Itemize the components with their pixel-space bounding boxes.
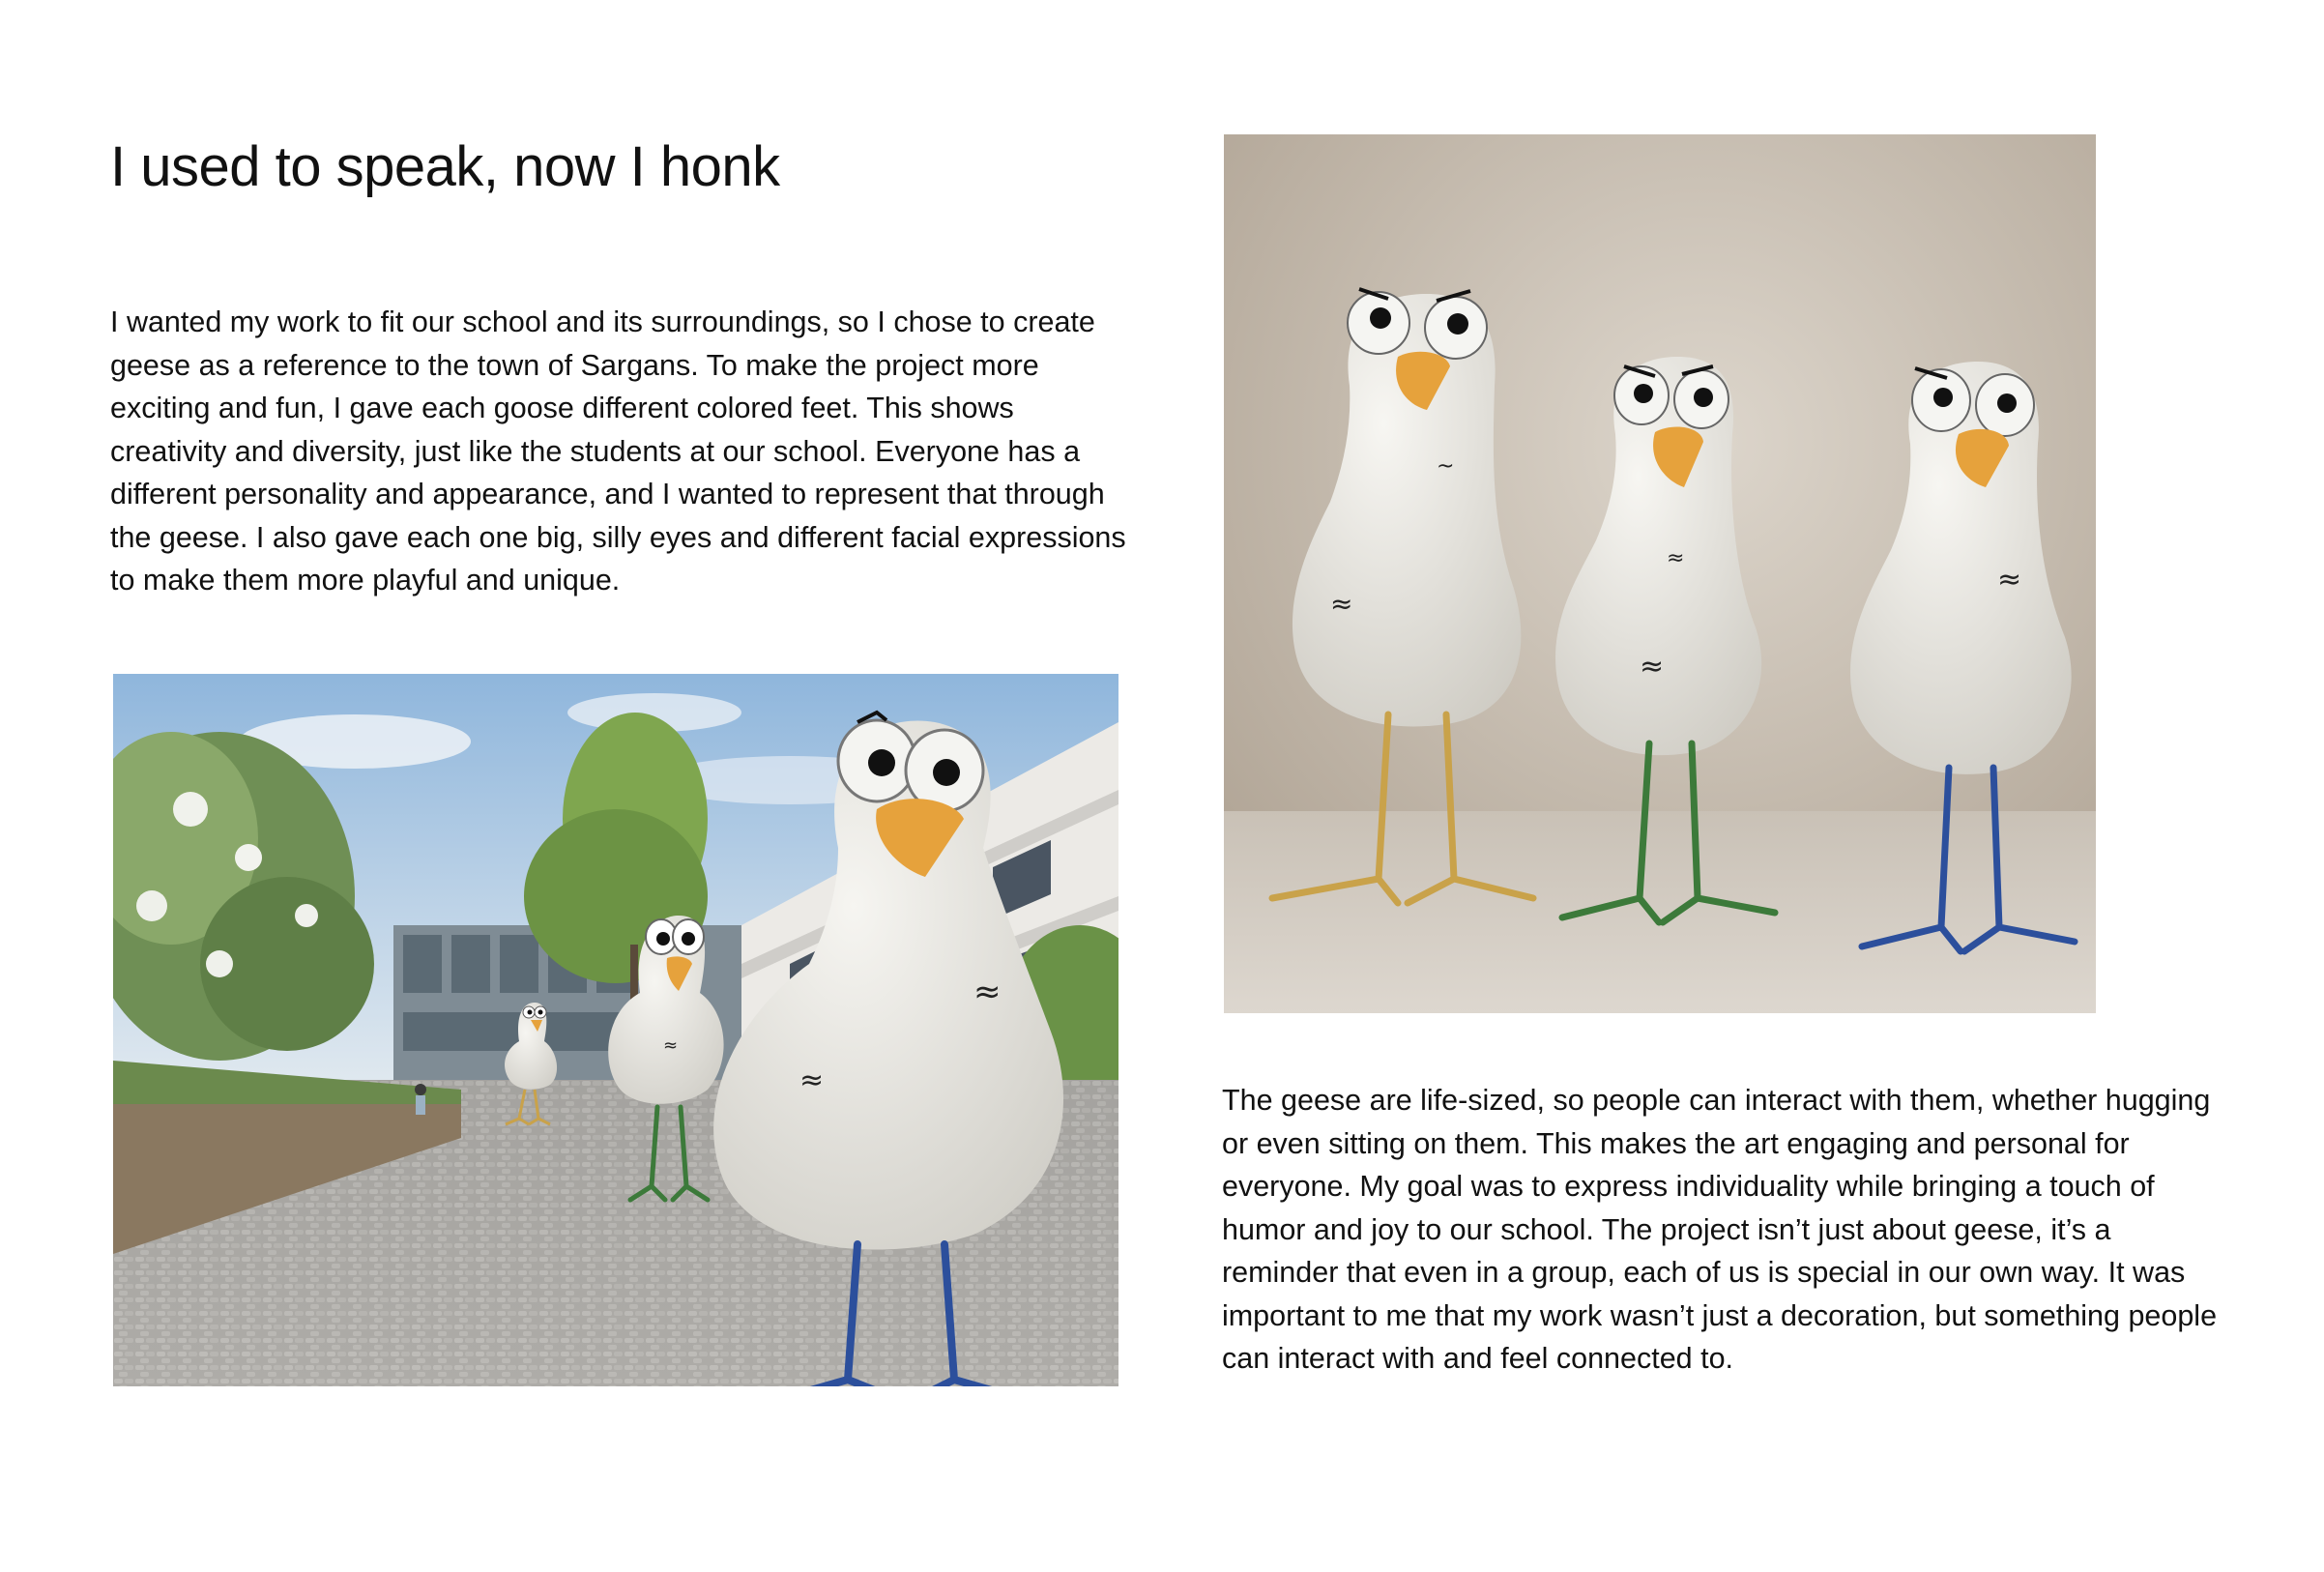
svg-text:~: ~ — [1437, 454, 1455, 479]
svg-text:≈: ≈ — [1667, 546, 1685, 570]
svg-text:≈: ≈ — [1330, 588, 1353, 620]
intro-paragraph: I wanted my work to fit our school and its surroundings, so I chose to create geese as a reference to the town of Sargans. To make the project more exciting and fun, I gave each goose different colored feet. This shows creativity and diversity, just like the students at our school. Everyone has a different personality and appearance, and I wanted to represent that through the geese. I also gave each one big, silly eyes and different facial expressions to make them more playful and unique. — [110, 306, 1126, 597]
closing-paragraph: The geese are life-sized, so people can interact with them, whether hugging or even sitting on them. This makes the art engaging and personal for everyone. My goal was to express individuality while bringing a touch of humor and joy to our school. The project isn’t just about geese, it’s a reminder that even in a group, each of us is special in our own way. It was important to me that my work wasn’t just a decoration, but something people can interact with and feel connected to. — [1222, 1084, 2218, 1375]
svg-text:≈: ≈ — [663, 1035, 679, 1056]
page-title: I used to speak, now I honk — [110, 135, 780, 198]
svg-text:≈: ≈ — [799, 1063, 825, 1097]
studio-geese-photo — [1224, 134, 2096, 1013]
courtyard-geese-photo — [113, 674, 1118, 1386]
svg-text:≈: ≈ — [1640, 650, 1665, 684]
svg-text:≈: ≈ — [1997, 563, 2022, 597]
svg-text:≈: ≈ — [973, 973, 1002, 1011]
